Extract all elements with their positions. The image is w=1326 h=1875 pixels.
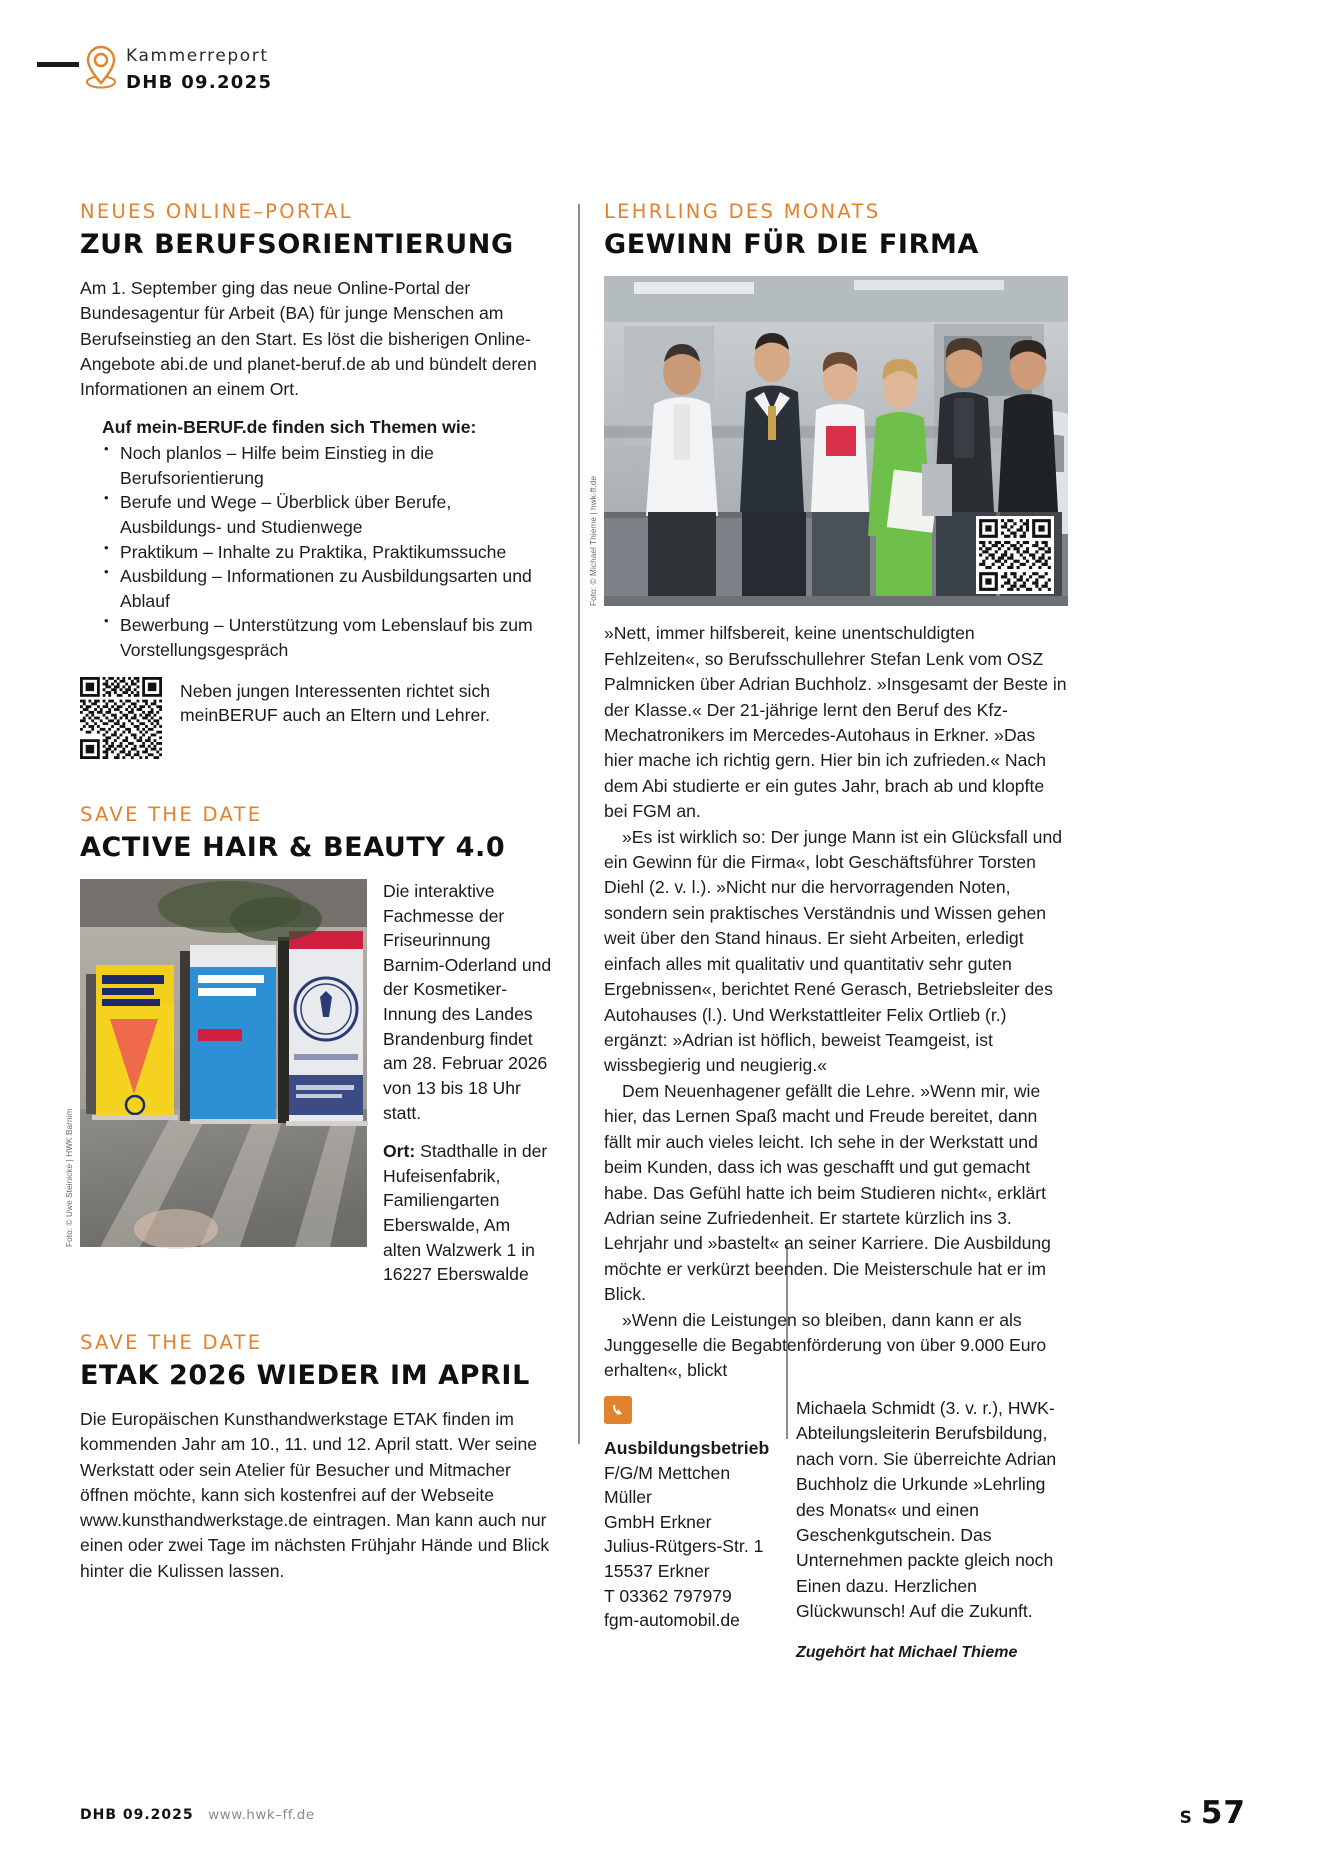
header-text-group — [126, 46, 272, 93]
left-column — [65, 200, 552, 1597]
continuation-text: Michaela Schmidt (3. v. r.), HWK-Abteilungsleiterin Berufsbildung, nach vorn. Sie überreichte Adrian Buchholz die Urkunde »Lehrling des Monats« und einen Geschenkgutschein. Das Unternehmen packte gleich noch Einen dazu. Herzlichen Glückwunsch! Auf die Zukunft. — [796, 1397, 1057, 1622]
lehrling-paragraph-2: »Es ist wirklich so: Der junge Mann ist ein Glücksfall und ein Gewinn für die Firma«, lobt Geschäftsführer Torsten Diehl (2. v. l.). »Nicht nur die hervorragenden Noten, sondern sein praktisches Verständnis und Wissen gehen weit über den Stand hinaus. Er sieht Arbeiten, erledigt einfach alles mit qualitativ und quantitativ sehr guten Ergebnissen«, berichtet René Gerasch, Betriebsleiter des Autohauses (l.). Und Werkstattleiter Felix Ortlieb (r.) ergänzt: »Adrian ist höflich, beweist Teamgeist, ist wissbegierig und neugierig.« — [604, 826, 1063, 1076]
footer-issue: DHB 09.2025 — [80, 1807, 194, 1823]
hair-text-block — [383, 879, 552, 1301]
list-item: • Praktikum – Inhalte zu Praktika, Praktikumssuche — [102, 540, 552, 565]
betrieb-line: GmbH Erkner — [604, 1511, 712, 1532]
qr-code-icon-photo[interactable] — [976, 516, 1054, 594]
bottom-two-columns — [604, 1396, 1068, 1664]
page-footer — [0, 1755, 1326, 1875]
article-byline: Zugehört hat Michael Thieme — [796, 1643, 1018, 1661]
lehrling-paragraph-4: »Wenn die Leistungen so bleiben, dann kann er als Junggeselle die Begabtenförderung von über 9.000 Euro erhalten«, blickt — [604, 1309, 1047, 1381]
ausbildungsbetrieb-label: Ausbildungsbetrieb — [604, 1437, 770, 1458]
headline-gewinn-fuer-die-firma: GEWINN FÜR DIE FIRMA — [604, 229, 979, 260]
arrow-down-right-icon — [604, 1396, 632, 1424]
qr-code-icon[interactable] — [80, 677, 162, 759]
photo-apprentice-group — [589, 276, 1068, 607]
photo-credit-lehrling: Foto: © Michael Thieme | hwk-ff.de — [589, 476, 598, 607]
hair-content-wrap — [65, 879, 552, 1301]
etak-paragraph: Die Europäischen Kunsthandwerkstage ETAK finden im kommenden Jahr am 10., 11. und 12. April statt. Wer seine Werkstatt oder sein Atelier für Besucher und Mitmacher öffnen möchte, kann sich kostenfrei auf der Webseite www.kunsthandwerkstage.de eintragen. Man kann auch nur einen oder zwei Tage im nächsten Frühjahr Hände und Blick hinter die Kulissen lassen. — [80, 1409, 550, 1581]
ausbildungsbetrieb-block — [604, 1396, 774, 1664]
header-kicker: Kammerreport — [126, 46, 269, 66]
footer-page-prefix: S — [1179, 1808, 1193, 1828]
section-active-hair — [65, 802, 552, 1301]
photo-credit-hair: Foto: © Uwe Steinicke | HWK Barnim — [65, 1108, 74, 1247]
headline-berufsorientierung: ZUR BERUFSORIENTIERUNG — [80, 229, 514, 260]
right-column — [589, 200, 1068, 1664]
list-item: • Noch planlos – Hilfe beim Einstieg in die Berufsorientierung — [102, 441, 552, 490]
betrieb-line: T 03362 797979 — [604, 1585, 732, 1606]
portal-intro-paragraph: Am 1. September ging das neue Online-Portal der Bundesagentur für Arbeit (BA) für junge Menschen am Berufseinstieg an den Start. Es löst die bisherigen Online-Angebote abi.de und planet-beruf.de ab und bündelt deren Informationen an einem Ort. — [80, 278, 537, 400]
column-divider — [578, 204, 580, 1444]
lehrling-paragraph-3: Dem Neuenhagener gefällt die Lehre. »Wenn mir, wie hier, das Lernen Spaß macht und Freude bereitet, dann fällt mir auch vieles leicht. Ich sehe in der Werkstatt und beim Kunden, dass ich was geschafft und gut gemacht habe. Das Gefühl hatte ich beim Studieren nicht«, erklärt Adrian seine Zufriedenheit. Er startete kürzlich ins 3. Lehrjahr und »bastelt« an seiner Karriere. Die Ausbildung möchte er verkürzt beenden. Die Meisterschule hat er im Blick. — [604, 1080, 1051, 1305]
page-header — [0, 22, 1326, 93]
betrieb-line: 15537 Erkner — [604, 1561, 710, 1582]
qr-note: Neben jungen Interessenten richtet sich meinBERUF auch an Eltern und Lehrer. — [180, 680, 491, 726]
location-label: Ort: — [383, 1141, 416, 1162]
kicker-save-the-date-etak: SAVE THE DATE — [80, 1330, 263, 1354]
header-rule — [37, 62, 79, 67]
qr-row — [80, 677, 552, 759]
footer-right-group — [1180, 1795, 1246, 1831]
footer-page-number: 57 — [1200, 1795, 1246, 1831]
headline-active-hair: ACTIVE HAIR & BEAUTY 4.0 — [80, 831, 506, 863]
footer-left-group — [80, 1807, 315, 1823]
hair-location — [383, 1139, 552, 1287]
betrieb-line: F/G/M Mettchen Müller — [604, 1462, 731, 1508]
list-item: • Bewerbung – Unterstützung vom Lebenslauf bis zum Vorstellungsgespräch — [102, 613, 552, 662]
header-issue: DHB 09.2025 — [126, 72, 273, 93]
section-online-portal — [80, 200, 552, 759]
lehrling-paragraph-1: »Nett, immer hilfsbereit, keine unentschuldigten Fehlzeiten«, so Berufsschullehrer Stefan Lenk vom OSZ Palmnicken über Adrian Buchholz. »Insgesamt der Beste in der Klasse.« Der 21-jährige lernt den Beruf des Kfz-Mechatronikers im Mercedes-Autohaus in Erkner. »Das hier mache ich richtig gern. Hier bin ich zufrieden.« Nach dem Abi studierte er ein gutes Jahr, brach ab und klopfte bei FGM an. — [604, 623, 1067, 822]
betrieb-line: Julius-Rütgers-Str. 1 — [604, 1536, 764, 1557]
headline-etak: ETAK 2026 WIEDER IM APRIL — [80, 1359, 530, 1391]
photo-roll-up-banners — [65, 879, 367, 1247]
hair-paragraph: Die interaktive Fachmesse der Friseurinnung Barnim-Oderland und der Kosmetiker-Innung des Landes Brandenburg findet am 28. Februar 2026 von 13 bis 18 Uhr statt. — [383, 880, 552, 1123]
list-item: • Berufe und Wege – Überblick über Berufe, Ausbildungs- und Studienwege — [102, 490, 552, 539]
photo-illustration — [80, 879, 367, 1247]
betrieb-website[interactable]: fgm-automobil.de — [604, 1610, 740, 1631]
section-etak — [80, 1331, 552, 1584]
list-item: • Ausbildung – Informationen zu Ausbildungsarten und Ablauf — [102, 564, 552, 613]
footer-url[interactable]: www.hwk–ff.de — [208, 1807, 315, 1823]
topics-lead: Auf mein-BERUF.de finden sich Themen wie: — [102, 417, 477, 438]
topics-list — [102, 441, 552, 663]
kicker-online-portal: NEUES ONLINE–PORTAL — [80, 200, 353, 223]
location-pin-icon — [84, 44, 118, 90]
kicker-lehrling-des-monats: LEHRLING DES MONATS — [604, 200, 881, 223]
kicker-save-the-date-hair: SAVE THE DATE — [80, 802, 263, 826]
continuation-column — [796, 1396, 1068, 1664]
location-text: Stadthalle in der Hufeisenfabrik, Familiengarten Eberswalde, Am alten Walzwerk 1 in 16227 Eberswalde — [383, 1141, 548, 1285]
